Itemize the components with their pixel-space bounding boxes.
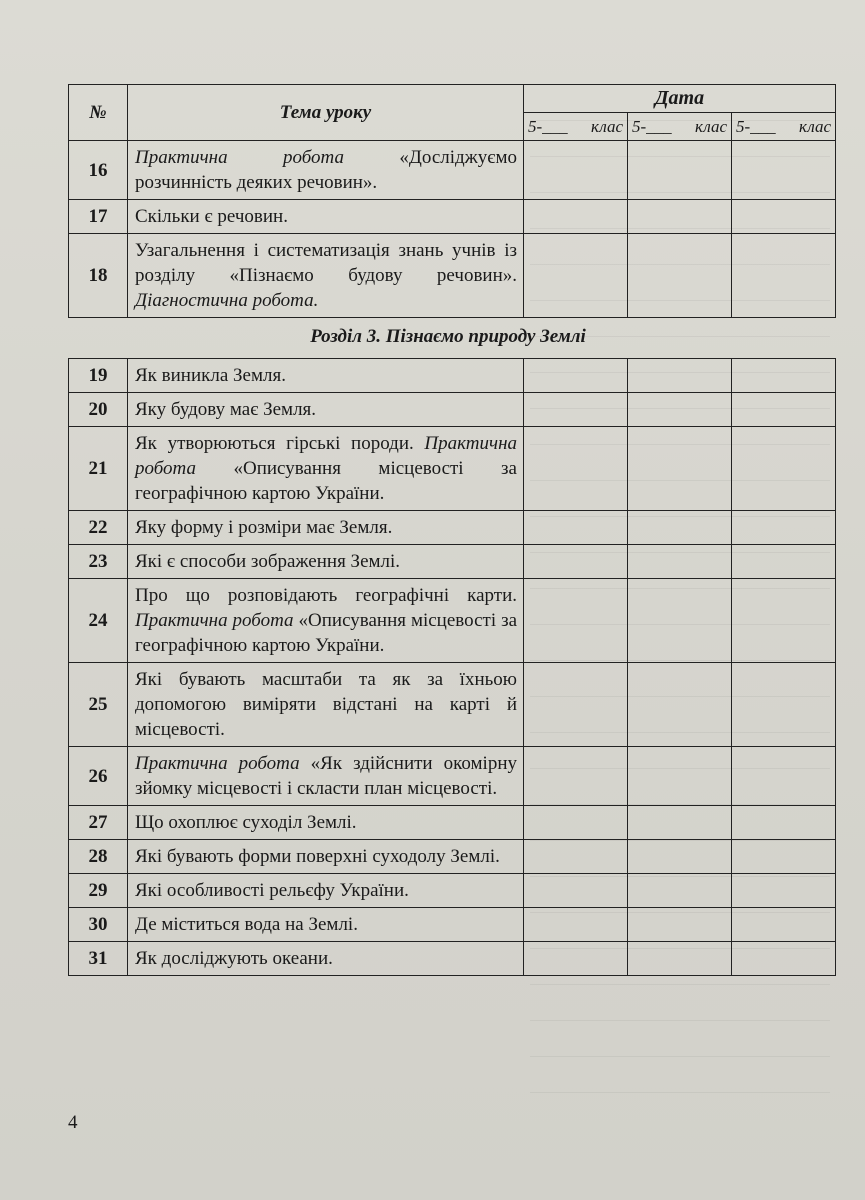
topic-text: Як досліджують океани. xyxy=(135,948,333,969)
topic-text: «Описування місцевості за географічною картою України. xyxy=(135,610,518,656)
topic-italic-text: Практична робота xyxy=(135,610,294,631)
date-cell[interactable] xyxy=(524,806,628,840)
lesson-topic xyxy=(128,234,524,318)
date-cell[interactable] xyxy=(524,663,628,747)
topic-text: Які є способи зображення Землі. xyxy=(135,551,401,572)
date-cell[interactable] xyxy=(628,511,732,545)
topic-italic-text: Діагностична робота. xyxy=(135,290,319,311)
header-class-3 xyxy=(732,113,836,141)
lesson-number: 31 xyxy=(69,942,128,976)
date-cell[interactable] xyxy=(628,806,732,840)
lesson-number: 28 xyxy=(69,840,128,874)
table-row xyxy=(69,393,836,427)
date-cell[interactable] xyxy=(524,908,628,942)
table-row xyxy=(69,511,836,545)
date-cell[interactable] xyxy=(628,393,732,427)
lesson-topic xyxy=(128,579,524,663)
date-cell[interactable] xyxy=(524,545,628,579)
table-row xyxy=(69,200,836,234)
lesson-topic xyxy=(128,908,524,942)
date-cell[interactable] xyxy=(628,942,732,976)
date-cell[interactable] xyxy=(628,359,732,393)
table-row xyxy=(69,579,836,663)
date-cell[interactable] xyxy=(732,747,836,806)
date-cell[interactable] xyxy=(628,234,732,318)
table-row xyxy=(69,545,836,579)
date-cell[interactable] xyxy=(732,359,836,393)
class-suffix: клас xyxy=(591,117,623,136)
date-cell[interactable] xyxy=(628,908,732,942)
lesson-number: 25 xyxy=(69,663,128,747)
table-row xyxy=(69,359,836,393)
table-row xyxy=(69,234,836,318)
topic-text: Де міститься вода на Землі. xyxy=(135,914,358,935)
lesson-topic xyxy=(128,141,524,200)
table-row xyxy=(69,663,836,747)
date-cell[interactable] xyxy=(628,747,732,806)
header-class-2 xyxy=(628,113,732,141)
table-row xyxy=(69,840,836,874)
topic-text: Яку форму і розміри має Земля. xyxy=(135,517,393,538)
topic-italic-text: Практична робота xyxy=(135,753,300,774)
header-date: Дата xyxy=(524,85,836,113)
lesson-number: 21 xyxy=(69,427,128,511)
lesson-topic xyxy=(128,200,524,234)
topic-text: Як виникла Земля. xyxy=(135,365,286,386)
date-cell[interactable] xyxy=(524,579,628,663)
lesson-number: 29 xyxy=(69,874,128,908)
topic-text: Яку будову має Земля. xyxy=(135,399,317,420)
lesson-number: 26 xyxy=(69,747,128,806)
date-cell[interactable] xyxy=(732,200,836,234)
section-title: Розділ 3. Пізнаємо природу Землі xyxy=(310,326,586,347)
lesson-topic xyxy=(128,942,524,976)
topic-text: Як утворюються гірські породи. xyxy=(135,433,425,454)
date-cell[interactable] xyxy=(732,874,836,908)
topic-italic-text: Практична робота xyxy=(135,433,517,479)
table-row xyxy=(69,874,836,908)
lesson-number: 17 xyxy=(69,200,128,234)
table-row xyxy=(69,427,836,511)
date-cell[interactable] xyxy=(628,200,732,234)
lesson-topic xyxy=(128,840,524,874)
date-cell[interactable] xyxy=(524,840,628,874)
date-cell[interactable] xyxy=(524,427,628,511)
date-cell[interactable] xyxy=(524,141,628,200)
date-cell[interactable] xyxy=(524,747,628,806)
header-class-1 xyxy=(524,113,628,141)
date-cell[interactable] xyxy=(628,840,732,874)
date-cell[interactable] xyxy=(732,806,836,840)
header-topic: Тема уроку xyxy=(128,85,524,141)
date-cell[interactable] xyxy=(732,942,836,976)
topic-text: «Досліджуємо розчинність деяких речовин». xyxy=(135,147,517,193)
lesson-topic xyxy=(128,359,524,393)
date-cell[interactable] xyxy=(732,908,836,942)
lesson-table-bottom xyxy=(68,358,836,976)
table-row xyxy=(69,141,836,200)
lesson-number: 23 xyxy=(69,545,128,579)
lesson-number: 30 xyxy=(69,908,128,942)
lesson-number: 22 xyxy=(69,511,128,545)
date-cell[interactable] xyxy=(732,141,836,200)
lesson-topic xyxy=(128,393,524,427)
date-cell[interactable] xyxy=(524,234,628,318)
topic-text: Що охоплює суходіл Землі. xyxy=(135,812,357,833)
lesson-number: 19 xyxy=(69,359,128,393)
header-num: № xyxy=(69,85,128,141)
date-cell[interactable] xyxy=(628,141,732,200)
lesson-topic xyxy=(128,511,524,545)
topic-text: Узагальнення і систематизація знань учнів із розділу «Пізнаємо будову речовин». xyxy=(135,240,517,286)
topic-text: Які бувають масштаби та як за їхньою допомогою виміряти відстані на карті й місцевості. xyxy=(135,669,517,740)
topic-italic-text: Практична робота xyxy=(135,147,344,168)
date-cell[interactable] xyxy=(732,840,836,874)
date-cell[interactable] xyxy=(732,545,836,579)
topic-text: «Як здійснити окомірну зйомку місцевості і скласти план місцевості. xyxy=(135,753,517,799)
date-cell[interactable] xyxy=(732,427,836,511)
class-prefix: 5-___ xyxy=(736,117,776,136)
lesson-topic xyxy=(128,545,524,579)
table-row xyxy=(69,747,836,806)
lesson-number: 20 xyxy=(69,393,128,427)
lesson-topic xyxy=(128,874,524,908)
date-cell[interactable] xyxy=(628,874,732,908)
table-row xyxy=(69,908,836,942)
date-cell[interactable] xyxy=(524,393,628,427)
page-number: 4 xyxy=(68,1112,78,1133)
date-cell[interactable] xyxy=(524,511,628,545)
lesson-table-top xyxy=(68,84,836,318)
topic-text: Про що розповідають географічні карти. xyxy=(135,585,517,606)
topic-text: «Описування місцевості за географічною картою України. xyxy=(135,458,517,504)
date-cell[interactable] xyxy=(732,579,836,663)
lesson-number: 16 xyxy=(69,141,128,200)
table-row xyxy=(69,806,836,840)
lesson-topic xyxy=(128,427,524,511)
table-row xyxy=(69,942,836,976)
class-suffix: клас xyxy=(695,117,727,136)
date-cell[interactable] xyxy=(524,942,628,976)
date-cell[interactable] xyxy=(628,545,732,579)
date-cell[interactable] xyxy=(524,200,628,234)
lesson-number: 27 xyxy=(69,806,128,840)
date-cell[interactable] xyxy=(732,663,836,747)
lesson-topic xyxy=(128,663,524,747)
date-cell[interactable] xyxy=(628,579,732,663)
lesson-number: 24 xyxy=(69,579,128,663)
topic-text: Які особливості рельєфу України. xyxy=(135,880,409,901)
lesson-topic xyxy=(128,747,524,806)
date-cell[interactable] xyxy=(524,874,628,908)
lesson-topic xyxy=(128,806,524,840)
date-cell[interactable] xyxy=(628,663,732,747)
date-cell[interactable] xyxy=(628,427,732,511)
topic-text: Скільки є речовин. xyxy=(135,206,288,227)
date-cell[interactable] xyxy=(732,511,836,545)
topic-text: Які бувають форми поверхні суходолу Землі. xyxy=(135,846,500,867)
date-cell[interactable] xyxy=(732,234,836,318)
date-cell[interactable] xyxy=(732,393,836,427)
class-prefix: 5-___ xyxy=(528,117,568,136)
class-prefix: 5-___ xyxy=(632,117,672,136)
lesson-number: 18 xyxy=(69,234,128,318)
date-cell[interactable] xyxy=(524,359,628,393)
class-suffix: клас xyxy=(799,117,832,136)
